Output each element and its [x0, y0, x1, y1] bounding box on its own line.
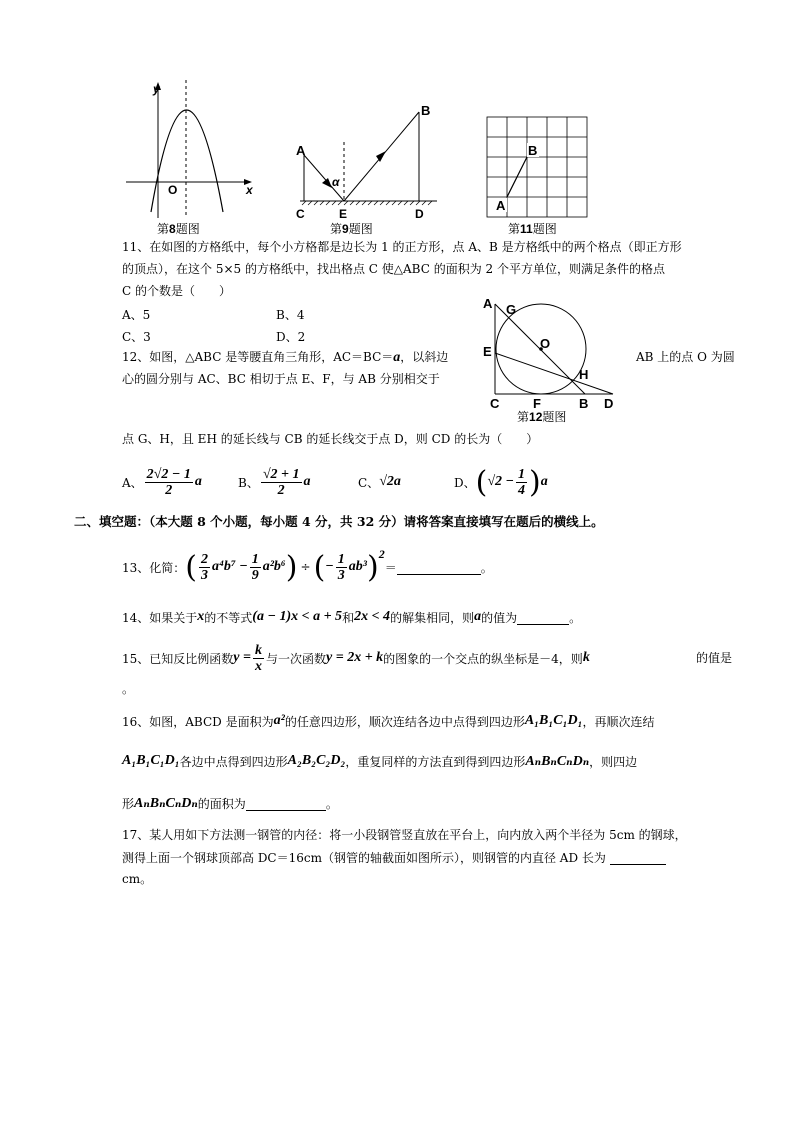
q15-tail: 的值是 [696, 651, 733, 665]
q12-line2: 心的圆分别与 AC、BC 相切于点 E、F，与 AB 分别相交于 [122, 372, 440, 386]
fig9-label-alpha: α [332, 175, 340, 189]
figure-9-reflection [282, 100, 442, 222]
q17-line1: 17、某人用如下方法测一钢管的内径：将一小段钢管竖直放在平台上，向内放入两个半径为 5cm 的钢球， [122, 828, 687, 842]
q14-answer-blank[interactable] [517, 610, 569, 625]
fig8-x-label: x [246, 183, 253, 197]
q11-line2: 的顶点），在这个 5×5 的方格纸中，找出格点 C 使△ABC 的面积为 2 个平方单位，则满足条件的格点 [122, 262, 665, 276]
fig12-label-C: C [490, 396, 500, 411]
q16-line3: 形 AₙBₙCₙDₙ 的面积为 。 [122, 795, 338, 811]
q12-option-c: C、 √2 a [358, 474, 401, 490]
fig12-label-B: B [579, 396, 589, 411]
fig9-label-D: D [415, 207, 424, 221]
figure-12-circle-triangle [478, 296, 618, 414]
figure-11-caption: 第11题图 [508, 222, 557, 236]
fig12-label-D: D [604, 396, 614, 411]
q11-line1: 11、在如图的方格纸中，每个小方格都是边长为 1 的正方形，点 A、B 是方格纸中的两个格点（即正方形 [122, 240, 682, 254]
fig12-label-F: F [533, 396, 541, 411]
fig8-y-label: y [153, 82, 160, 96]
figure-12-caption: 第12题图 [517, 410, 567, 424]
q13: 13、化简： ( $\frac{2}{3}$ a⁴b⁷ − $\frac{1}{9}$ a²b⁶ ) ÷ ( − $\frac{1}{3}$ ab³ ) 2 ＝ 。 [122, 547, 493, 585]
q16-line2: A₁B₁C₁D₁ 各边中点得到四边形 A₂B₂C₂D₂ ，重复同样的方法直到得到四边形 AₙBₙCₙDₙ ，则四边 [122, 753, 638, 769]
fig9-label-B: B [421, 103, 431, 118]
q11-option-c: C、3 [122, 330, 151, 344]
q13-answer-blank[interactable] [397, 560, 481, 575]
q16-line1: 16、如图，ABCD 是面积为 a² 的任意四边形，顺次连结各边中点得到四边形 A₁B₁C₁D₁ ，再顺次连结 [122, 713, 655, 729]
q12-option-a: A、 $\frac{2√2 - 1}{2}$ a [122, 466, 202, 498]
figure-9-caption: 第9题图 [330, 222, 373, 236]
fig12-label-H: H [579, 367, 589, 382]
q16-answer-blank[interactable] [246, 796, 326, 811]
figure-8-parabola [118, 78, 258, 228]
fig11-label-B: B [528, 143, 538, 158]
q17-line2: 测得上面一个钢球顶部高 DC＝16cm（钢管的轴截面如图所示），则钢管的内直径 AD 长为 [122, 846, 666, 868]
q12-option-b: B、 $\frac{√2 + 1}{2}$ a [238, 466, 311, 498]
q17-answer-blank[interactable] [610, 850, 666, 865]
q14: 14、如果关于 x 的不等式 (a − 1)x < a + 5 和 2x < 4 的解集相同，则 a 的值为 。 [122, 609, 582, 625]
figure-11-grid [486, 116, 590, 220]
fig12-label-A: A [483, 296, 493, 311]
fig9-label-E: E [339, 207, 348, 221]
fig11-label-A: A [496, 198, 506, 213]
q12-line1: 12、如图，△ABC 是等腰直角三角形，AC＝BC＝a，以斜边 [122, 350, 449, 365]
fig12-label-E: E [483, 344, 492, 359]
fig9-label-A: A [296, 143, 306, 158]
q11-option-b: B、4 [276, 308, 305, 322]
q15: 15、已知反比例函数 y = $\frac{k}{x}$ 与一次函数 y = 2x + k 的图象的一个交点的纵坐标是－4，则 k [122, 642, 590, 674]
q11-option-d: D、2 [276, 330, 306, 344]
fig8-origin-label: O [168, 183, 178, 197]
q11-line3: C 的个数是（ ） [122, 284, 231, 298]
fig12-label-O: O [540, 336, 551, 351]
q12-line3: 点 G、H，且 EH 的延长线与 CB 的延长线交于点 D，则 CD 的长为（ ） [122, 432, 539, 446]
q11-option-a: A、5 [122, 308, 151, 322]
q17-line3: cm。 [122, 872, 153, 886]
q12-line1-right: AB 上的点 O 为圆 [636, 350, 735, 364]
section-2-title: 二、填空题：（本大题 8 个小题，每小题 4 分，共 32 分）请将答案直接填写在题后的横线上。 [74, 514, 604, 529]
fig9-label-C: C [296, 207, 305, 221]
q15-end: 。 [122, 682, 135, 696]
fig12-label-G: G [506, 302, 517, 317]
figure-8-caption: 第8题图 [157, 222, 200, 236]
q12-option-d: D、 ( √2 − $\frac{1}{4}$ ) a [454, 464, 548, 500]
